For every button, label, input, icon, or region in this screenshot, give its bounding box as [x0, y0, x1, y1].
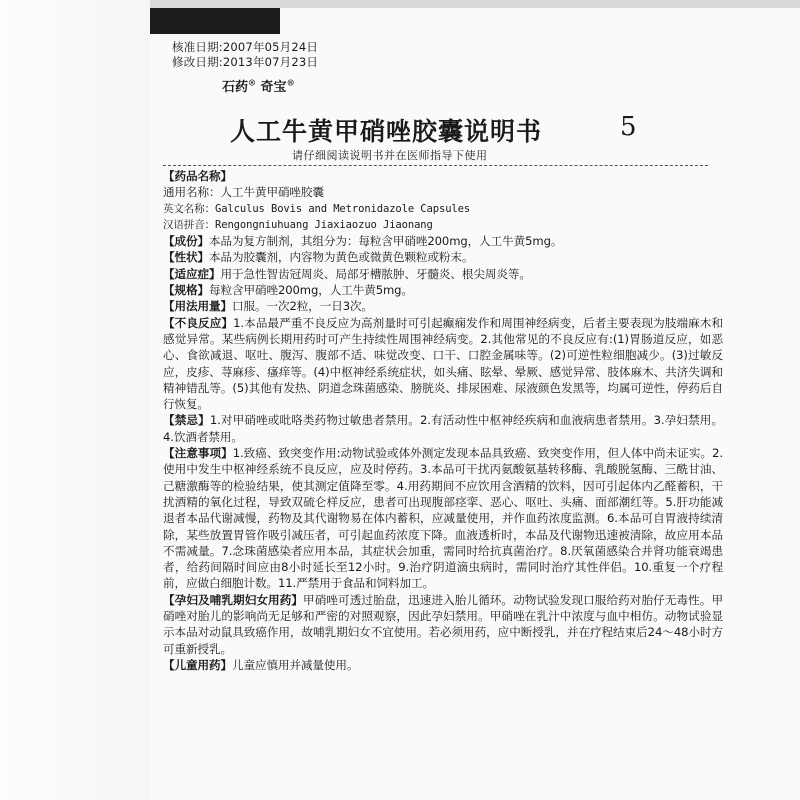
section-heading: 【药品名称】: [163, 169, 232, 183]
section-text: 本品为复方制剂，其组分为：每粒含甲硝唑200mg，人工牛黄5mg。: [208, 234, 563, 249]
section-text: 本品为胶囊剂，内容物为黄色或微黄色颗粒或粉末。: [208, 250, 474, 265]
leaflet-body: [163, 168, 723, 673]
scan-dark-corner: [150, 8, 280, 34]
section-text: 用于急性智齿冠周炎、局部牙槽脓肿、牙髓炎、根尖周炎等。: [220, 266, 531, 281]
section-text: 每粒含甲硝唑200mg，人工牛黄5mg。: [208, 283, 413, 298]
brand-logo: [222, 76, 295, 95]
section-heading: 【适应症】: [163, 266, 221, 281]
section-heading: 【规格】: [163, 283, 209, 298]
scan-top-edge: [150, 0, 800, 8]
section-heading: 【禁忌】: [163, 413, 210, 428]
divider: [163, 165, 708, 166]
pinyin-name: 汉语拼音：Rengongniuhuang Jiaxiaozuo Jiaonang: [163, 218, 433, 231]
section-text: 1.本品最严重不良反应为高剂量时可引起癫痫发作和周围神经病变，后者主要表现为肢端麻木和感觉异常。某些病例长期用药时可产生持续性周围神经病变。2.其他常见的不良反应有:(1)胃肠道反应，如恶心、食欲减退、呕吐、腹泻、腹部不适、味觉改变、口干、口腔金属味等。(2)可逆性粒细胞减少。(3)过敏反应，皮疹、荨麻疹、瘙痒等。(4)中枢神经系统症状，如头痛、眩晕、晕厥、感觉异常、肢体麻木、共济失调和精神错乱等。(5)其他有发热、阴道念珠菌感染、膀胱炎、排尿困难、尿液颜色发黑等，均属可逆性，停药后自行恢复。: [163, 315, 724, 412]
section-adverse-reactions: [163, 315, 723, 413]
brand-name-b: 奇宝: [260, 80, 287, 95]
section-contraindications: [163, 412, 723, 445]
section-text: 甲硝唑可透过胎盘，迅速进入胎儿循环。动物试验发现口服给药对胎仔无毒性。甲硝唑对胎儿的影响尚无足够和严密的对照观察，因此孕妇禁用。甲硝唑在乳汁中浓度与血中相仿。动物试验显示本品对动鼠具致癌作用，故哺乳期妇女不宜使用。若必须用药，应中断授乳，并在疗程结束后24～48小时方可重新授乳。: [163, 592, 723, 656]
section-text: 儿童应慎用并减量使用。: [231, 657, 359, 672]
revision-date: 修改日期:2013年07月23日: [172, 55, 319, 69]
section-ingredients: [163, 233, 723, 249]
approval-date: 核准日期:2007年05月24日: [172, 40, 319, 54]
registered-mark: ®: [286, 77, 295, 88]
brand-name-a: 石药: [222, 80, 249, 95]
generic-name: 通用名称：人工牛黄甲硝唑胶囊: [163, 185, 324, 200]
english-name: 英文名称：Galculus Bovis and Metronidazole Capsules: [163, 202, 471, 215]
section-heading: 【儿童用药】: [163, 657, 232, 672]
section-heading: 【不良反应】: [163, 315, 234, 330]
section-indications: [163, 266, 723, 282]
section-text: 1.对甲硝唑或吡咯类药物过敏患者禁用。2.有活动性中枢神经疾病和血液病患者禁用。3.孕妇禁用。4.饮酒者禁用。: [163, 413, 723, 444]
section-heading: 【成份】: [163, 234, 209, 249]
page-number: 5: [620, 112, 637, 142]
section-pediatric: [163, 657, 723, 673]
section-precautions: [163, 445, 723, 592]
section-drug-name: [163, 168, 723, 184]
section-heading: 【性状】: [163, 250, 209, 265]
section-text: 口服。一次2粒，一日3次。: [231, 299, 373, 314]
section-heading: 【用法用量】: [163, 299, 232, 314]
document-title: 人工牛黄甲硝唑胶囊说明书: [230, 117, 543, 146]
section-dosage: [163, 298, 723, 314]
section-heading: 【注意事项】: [163, 446, 233, 461]
registered-mark: ®: [248, 77, 257, 88]
scan-margin: [0, 0, 150, 800]
section-text: 1.致癌、致突变作用:动物试验或体外测定发现本品具致癌、致突变作用，但人体中尚未证实。2.使用中发生中枢神经系统不良反应，应及时停药。3.本品可干扰丙氨酸氨基转移酶、乳酸脱氢酶、三酰甘油、己糖激酶等的检验结果，使其测定值降至零。4.用药期间不应饮用含酒精的饮料，因可引起体内乙醛蓄积，干扰酒精的氧化过程，导致双硫仑样反应，患者可出现腹部痉挛、恶心、呕吐、头痛、面部潮红等。5.肝功能减退者本品代谢减慢，药物及其代谢物易在体内蓄积，应减量使用，并作血药浓度监测。6.本品可自胃液持续清除，某些放置胃管作吸引减压者，可引起血药浓度下降。血液透析时，本品及代谢物迅速被清除，故应用本品不需减量。7.念珠菌感染者应用本品，其症状会加重，需同时给抗真菌治疗。8.厌氧菌感染合并肾功能衰竭患者，给药间隔时间应由8小时延长至12小时。9.治疗阴道滴虫病时，需同时治疗其性伴侣。10.重复一个疗程前，应做白细胞计数。11.严禁用于食品和饲料加工。: [163, 446, 723, 591]
section-pregnancy: [163, 592, 723, 657]
document-subtitle: 请仔细阅读说明书并在医师指导下使用: [292, 149, 488, 162]
section-strength: [163, 282, 723, 298]
section-heading: 【孕妇及哺乳期妇女用药】: [163, 592, 304, 607]
section-description: [163, 249, 723, 265]
